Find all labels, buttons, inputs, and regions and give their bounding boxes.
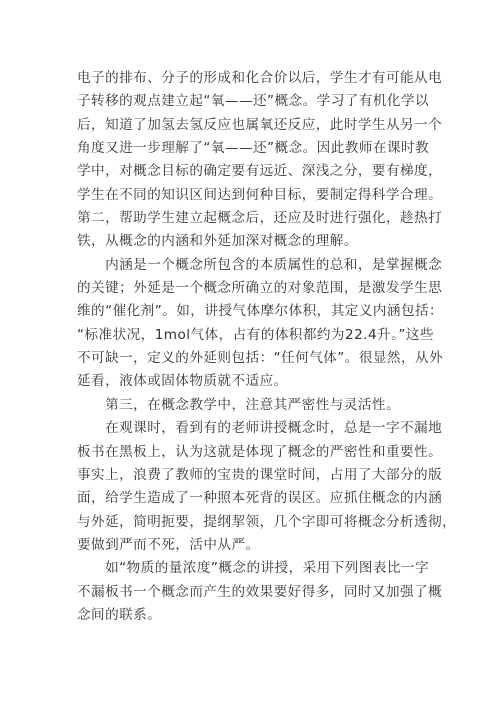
text-line: 维的“催化剂”。如，讲授气体摩尔体积，其定义内涵包括： <box>77 303 444 320</box>
text-line: 不可缺一，定义的外延则包括：“任何气体”。很显然，从外 <box>77 350 444 367</box>
text-line: 在观课时，看到有的老师讲授概念时，总是一字不漏地 <box>77 420 443 437</box>
text-line: 角度又进一步理解了“氧——还”概念。因此教师在课时教 <box>77 140 430 157</box>
text-line: 延看，液体或固体物质就不适应。 <box>77 373 288 390</box>
text-line: 铁，从概念的内涵和外延加深对概念的理解。 <box>77 233 358 250</box>
text-line: 的关键；外延是一个概念所确立的对象范围，是激发学生思 <box>77 280 443 297</box>
text-line: 念间的联系。 <box>77 606 162 623</box>
text-line: 电子的排布、分子的形成和化合价以后，学生才有可能从电 <box>77 70 443 86</box>
text-line: 子转移的观点建立起“氧——还”概念。学习了有机化学以 <box>77 93 430 110</box>
text-line: 学中，对概念目标的确定要有远近、深浅之分，要有梯度， <box>77 163 443 180</box>
text-line: 后，知道了加氢去氢反应也属氧还反应，此时学生从另一个 <box>77 116 443 133</box>
text-line: 面，给学生造成了一种照本死背的误区。应抓住概念的内涵 <box>77 490 443 507</box>
text-line: 学生在不同的知识区间达到何种目标，要制定得科学合理。 <box>77 186 443 203</box>
text-line: 内涵是一个概念所包含的本质属性的总和，是掌握概念 <box>77 256 443 273</box>
text-line: 如“物质的量浓度”概念的讲授，采用下列图表比一字 <box>77 560 430 577</box>
document-body <box>77 67 457 627</box>
text-line: 板书在黑板上，认为这就是体现了概念的严密性和重要性。 <box>77 443 443 460</box>
text-line: 第二，帮助学生建立起概念后，还应及时进行强化，趁热打 <box>77 210 443 227</box>
text-line: 第三，在概念教学中，注意其严密性与灵活性。 <box>77 396 401 413</box>
text-line: 不漏板书一个概念而产生的效果要好得多，同时又加强了概 <box>77 583 443 600</box>
text-line: “标准状况，1mol气体，占有的体积都约为22.4升。”这些 <box>77 326 434 343</box>
text-line: 与外延，简明扼要，提纲挈领，几个字即可将概念分析透彻， <box>77 513 457 530</box>
text-line: 要做到严而不死，活中从严。 <box>77 536 260 553</box>
text-line: 事实上，浪费了教师的宝贵的课堂时间，占用了大部分的版 <box>77 466 443 483</box>
